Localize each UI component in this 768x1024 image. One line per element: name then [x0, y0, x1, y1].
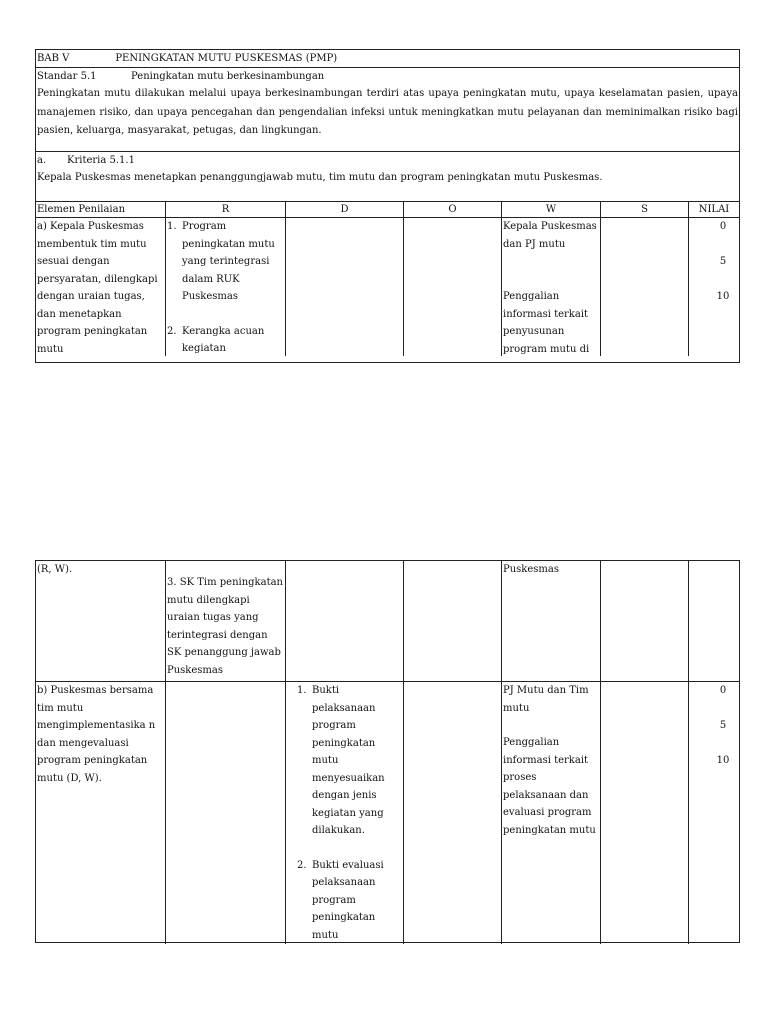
score-0: 0 [719, 221, 727, 232]
d-cell [285, 561, 403, 681]
list-item: 2. Bukti evaluasi pelaksanaan program peningkatan mutu [297, 859, 384, 941]
nilai-cell [688, 682, 739, 944]
o-cell [403, 218, 501, 356]
elemen-cell: b) Puskesmas bersama tim mutu mengimplementasika n dan mengevaluasi program peningkatan mutu (D, W). [37, 685, 156, 784]
header-nilai: NILAI [688, 202, 739, 217]
header-w: W [501, 202, 600, 217]
chapter-heading [36, 50, 739, 67]
chapter-title: PENINGKATAN MUTU PUSKESMAS (PMP) [115, 53, 338, 64]
assessment-table-part-2 [35, 560, 740, 943]
table-row [36, 681, 739, 944]
criteria-number: a. [37, 155, 47, 166]
list-item: 2. Kerangka acuan kegiatan [167, 325, 265, 354]
score-10: 10 [716, 755, 730, 766]
elemen-cell: (R, W). [37, 564, 73, 575]
score-5: 5 [719, 256, 727, 267]
standard-heading [36, 68, 739, 85]
list-item: 1. Bukti pelaksanaan program peningkatan mutu menyesuaikan dengan jenis kegiatan yang dilakukan. [297, 685, 385, 836]
criteria-title: Kriteria 5.1.1 [67, 155, 135, 166]
d-cell [285, 682, 403, 944]
header-r: R [165, 202, 285, 217]
o-cell [403, 682, 501, 944]
s-cell [600, 682, 688, 944]
r-cell [165, 218, 285, 356]
list-item: 1. Program peningkatan mutu yang terintegrasi dalam RUK Puskesmas [167, 221, 275, 302]
header-s: S [600, 202, 688, 217]
table-header-row [36, 201, 739, 217]
header-elemen: Elemen Penilaian [37, 204, 126, 215]
assessment-table-part-1 [35, 49, 740, 363]
w-cell: PJ Mutu dan Tim mutu Penggalian informasi terkait proses pelaksanaan dan evaluasi program peningkatan mutu [501, 682, 600, 944]
score-10: 10 [716, 291, 730, 302]
nilai-cell [688, 218, 739, 356]
o-cell [403, 561, 501, 681]
r-cell: 3. SK Tim peningkatan mutu dilengkapi uraian tugas yang terintegrasi dengan SK penanggung jawab Puskesmas [165, 561, 285, 681]
d-cell [285, 218, 403, 356]
table-row [36, 561, 739, 681]
standard-title: Peningkatan mutu berkesinambungan [131, 71, 325, 82]
s-cell [600, 218, 688, 356]
criteria-text: Kepala Puskesmas menetapkan penanggungjawab mutu, tim mutu dan program peningkatan mutu Puskesmas. [37, 172, 603, 183]
w-cell: Kepala Puskesmas dan PJ mutu Penggalian informasi terkait penyusunan program mutu di [501, 218, 600, 356]
criteria-heading [36, 152, 739, 169]
score-0: 0 [719, 685, 727, 696]
score-5: 5 [719, 720, 727, 731]
table-row [36, 217, 739, 356]
standard-description: Peningkatan mutu dilakukan melalui upaya berkesinambungan terdiri atas upaya peningkatan mutu, upaya keselamatan pasien, upaya manajemen risiko, dan upaya pencegahan dan pengendalian infeksi untuk meningkatkan mutu pelayanan dan meminimalkan risiko bagi pasien, keluarga, masyarakat, petugas, dan lingkungan. [37, 88, 738, 136]
w-cell: Puskesmas [501, 561, 600, 681]
chapter-number: BAB V [37, 53, 70, 64]
standard-number: Standar 5.1 [37, 71, 97, 82]
header-o: O [403, 202, 501, 217]
r-cell [165, 682, 285, 944]
s-cell [600, 561, 688, 681]
nilai-cell [688, 561, 739, 681]
elemen-cell: a) Kepala Puskesmas membentuk tim mutu sesuai dengan persyaratan, dilengkapi dengan uraian tugas, dan menetapkan program peningkatan mutu [37, 221, 158, 355]
header-d: D [285, 202, 403, 217]
